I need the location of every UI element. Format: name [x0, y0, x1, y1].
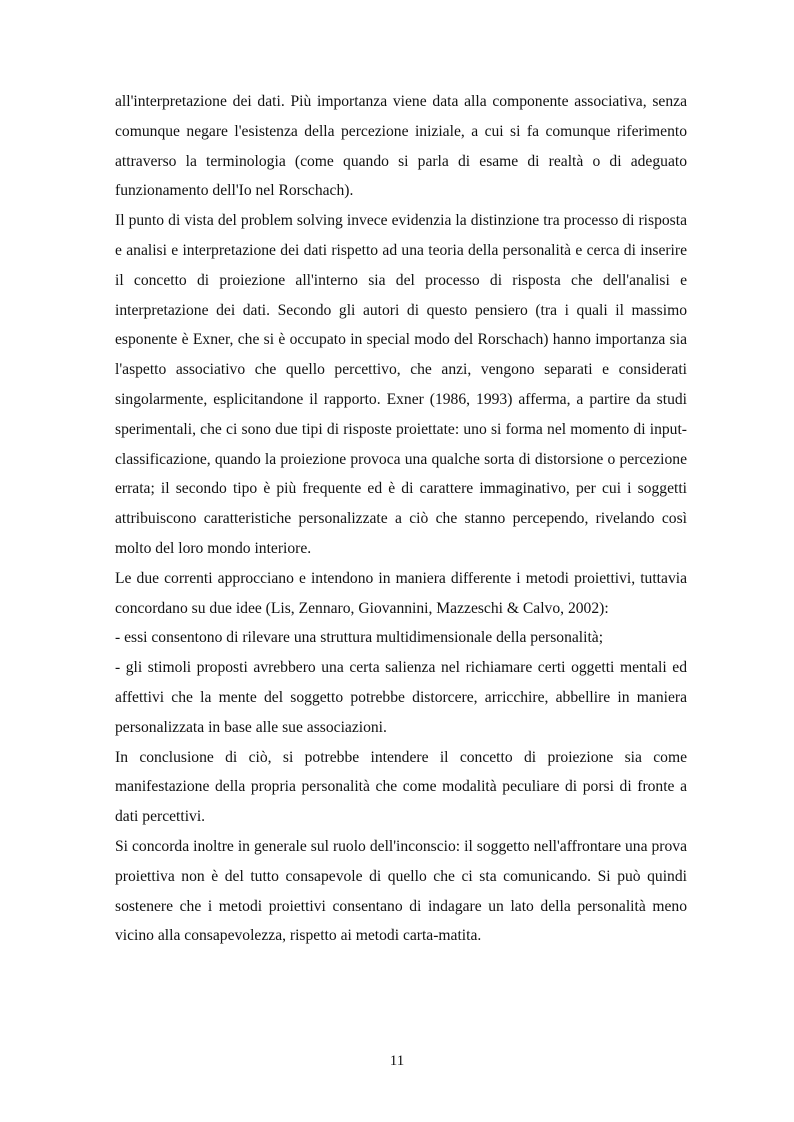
- list-item: - gli stimoli proposti avrebbero una certa salienza nel richiamare certi oggetti mentali ed affettivi che la mente del soggetto potrebbe distorcere, arricchire, abbellire in maniera personalizzata in base alle sue associazioni.: [115, 659, 687, 736]
- paragraph: Il punto di vista del problem solving invece evidenzia la distinzione tra processo di risposta e analisi e interpretazione dei dati rispetto ad una teoria della personalità e cerca di inserire il concetto di proiezione all'interno sia del processo di risposta che dell'analisi e interpretazione dei dati. Secondo gli autori di questo pensiero (tra i quali il massimo esponente è Exner, che si è occupato in special modo del Rorschach) hanno importanza sia l'aspetto associativo che quello percettivo, che anzi, vengono separati e considerati singolarmente, esplicitandone il rapporto. Exner (1986, 1993) afferma, a partire da studi sperimentali, che ci sono due tipi di risposte proiettate: uno si forma nel momento di input-classificazione, quando la proiezione provoca una qualche sorta di distorsione o percezione errata; il secondo tipo è più frequente ed è di carattere immaginativo, per cui i soggetti attribuiscono caratteristiche personalizzate a ciò che stanno percependo, rivelando così molto del loro mondo interiore.: [115, 212, 687, 557]
- paragraph: Si concorda inoltre in generale sul ruolo dell'inconscio: il soggetto nell'affrontare una prova proiettiva non è del tutto consapevole di quello che ci sta comunicando. Si può quindi sostenere che i metodi proiettivi consentano di indagare un lato della personalità meno vicino alla consapevolezza, rispetto ai metodi carta-matita.: [115, 837, 687, 945]
- paragraph: In conclusione di ciò, si potrebbe intendere il concetto di proiezione sia come manifestazione della propria personalità che come modalità peculiare di porsi di fronte a dati percettivi.: [115, 748, 687, 826]
- page-number: 11: [389, 1053, 405, 1069]
- paragraph: Le due correnti approcciano e intendono in maniera differente i metodi proiettivi, tuttavia concordano su due idee (Lis, Zennaro, Giovannini, Mazzeschi & Calvo, 2002):: [115, 569, 687, 617]
- page-body: [115, 87, 687, 951]
- list-item: - essi consentono di rilevare una struttura multidimensionale della personalità;: [115, 629, 604, 647]
- paragraph: all'interpretazione dei dati. Più importanza viene data alla componente associativa, senza comunque negare l'esistenza della percezione iniziale, a cui si fa comunque riferimento attraverso la terminologia (come quando si parla di esame di realtà o di adeguato funzionamento dell'Io nel Rorschach).: [115, 93, 687, 200]
